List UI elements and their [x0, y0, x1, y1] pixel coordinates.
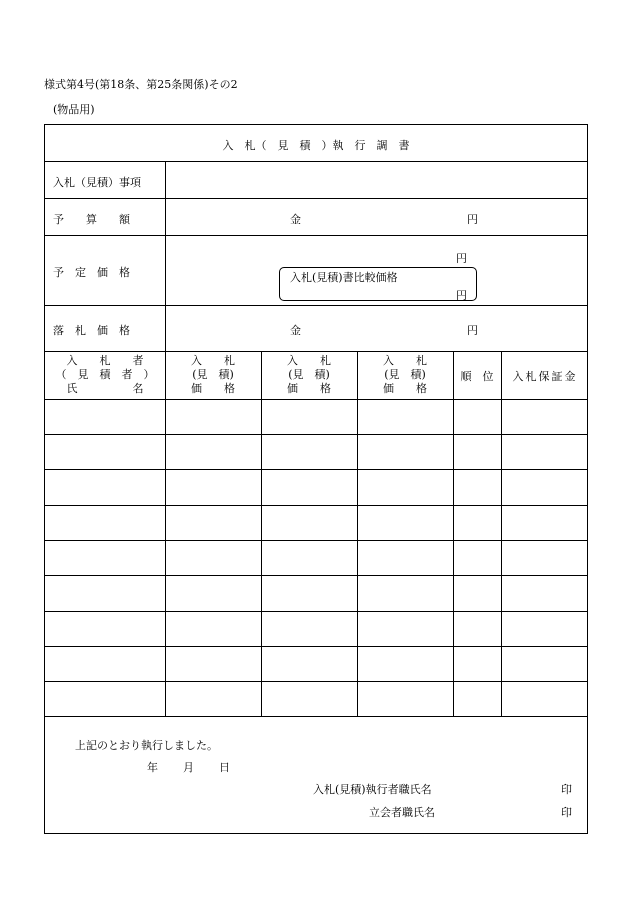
form-number: 様式第4号(第18条、第25条関係)その2: [44, 78, 238, 91]
planned-price-label: 予 定 価 格: [53, 266, 130, 279]
budget-label: 予 算 額: [53, 213, 130, 226]
price-column-header-2: 入 札 (見 積) 価 格: [287, 354, 331, 395]
comparison-price-label: 入札(見積)書比較価格: [290, 271, 398, 284]
witness-seal: 印: [561, 806, 572, 819]
item-value[interactable]: [166, 162, 588, 198]
form-title: 入 札（ 見 積 ）執 行 調 書: [222, 139, 410, 152]
award-price-label: 落 札 価 格: [53, 324, 130, 337]
execution-statement: 上記のとおり執行しました。: [75, 739, 218, 752]
planned-price-yen: 円: [456, 252, 467, 265]
award-yen: 円: [467, 324, 478, 337]
rank-column-header: 順 位: [460, 370, 494, 383]
award-kin: 金: [290, 324, 301, 337]
budget-yen: 円: [467, 213, 478, 226]
executor-seal: 印: [561, 783, 572, 796]
bid-record-form: [44, 124, 588, 834]
budget-kin: 金: [290, 213, 301, 226]
executor-name-label: 入札(見積)執行者職氏名: [313, 783, 432, 796]
date-day: 日: [219, 761, 230, 774]
item-label: 入札（見積）事項: [53, 176, 141, 189]
witness-name-label: 立会者職氏名: [369, 806, 435, 819]
comparison-price-yen: 円: [456, 289, 467, 302]
price-column-header-1: 入 札 (見 積) 価 格: [191, 354, 235, 395]
date-year: 年: [147, 761, 158, 774]
form-type: (物品用): [53, 103, 95, 116]
bidder-column-header: 入 札 者 （ 見 積 者 ） 氏 名: [55, 354, 155, 395]
date-month: 月: [183, 761, 194, 774]
deposit-column-header: 入札保証金: [512, 370, 578, 383]
price-column-header-3: 入 札 (見 積) 価 格: [383, 354, 427, 395]
